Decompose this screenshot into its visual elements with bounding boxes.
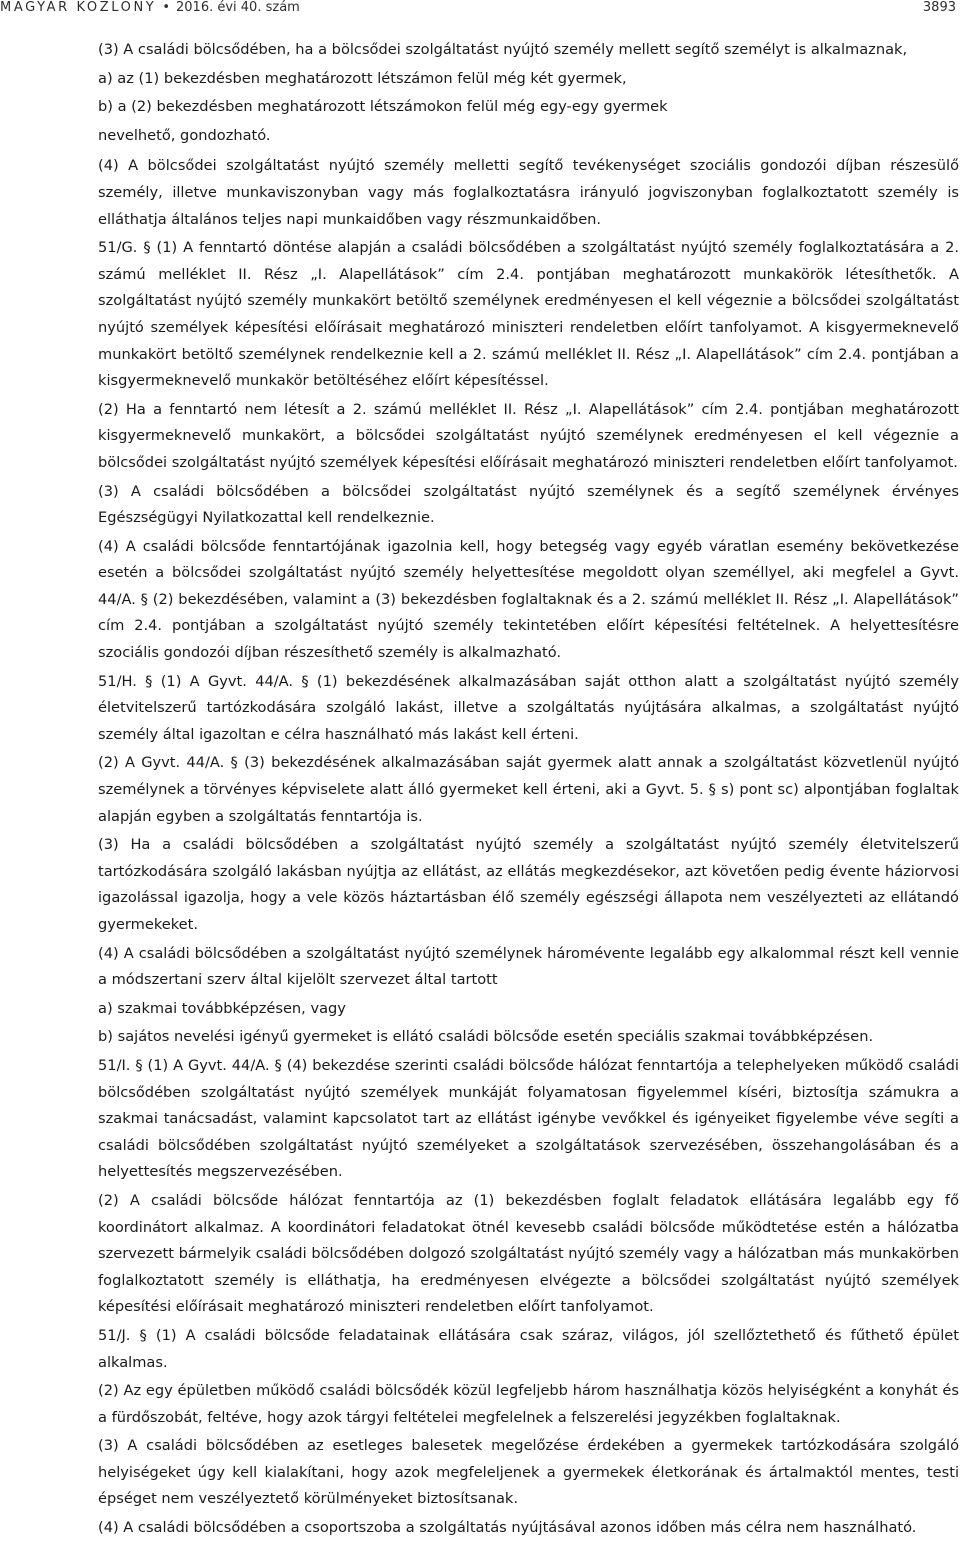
section-51h-1: 51/H. § (1) A Gyvt. 44/A. § (1) bekezdésének alkalmazásában saját otthon alatt a szolgáltatást nyújtó személy életvitelszerű tartózkodására szolgáló lakást, illetve a szolgáltatás nyújtására alkalmas, a szolgáltatást nyújtó személy által igazoltan e célra használható más lakást kell érteni. bbox=[98, 672, 959, 743]
page-number: 3893 bbox=[922, 0, 956, 15]
section-51g-3: (3) A családi bölcsődében a bölcsődei szolgáltatást nyújtó személynek és a segítő személynek érvényes Egészségügyi Nyilatkozattal kell rendelkeznie. bbox=[98, 482, 959, 527]
section-51g-1: 51/G. § (1) A fenntartó döntése alapján a családi bölcsődében a szolgáltatást nyújtó személy foglalkoztatására a 2. számú melléklet II. Rész „I. Alapellátások” cím 2.4. pontjában meghatározott munkakörök létesíthetők. A szolgáltatást nyújtó személy munkakört betöltő személynek eredményesen el kell végeznie a bölcsődei szolgáltatást nyújtó személyek képesítési előírásait meghatározó miniszteri rendeletben előírt tanfolyamot. A kisgyermeknevelő munkakört betöltő személynek rendelkeznie kell a 2. számú melléklet II. Rész „I. Alapellátások” cím 2.4. pontjában a kisgyermeknevelő munkakör betöltéséhez előírt képesítéssel. bbox=[98, 239, 959, 390]
list-item-b2: b) sajátos nevelési igényű gyermeket is ellátó családi bölcsőde esetén speciális szakmai továbbképzésen. bbox=[98, 1028, 874, 1046]
list-item-a2: a) szakmai továbbképzésen, vagy bbox=[98, 999, 346, 1017]
section-51j-3: (3) A családi bölcsődében az esetleges balesetek megelőzése érdekében a gyermekek tartózkodására szolgáló helyiségeket úgy kell kialakítani, hogy azok megfeleljenek a gyermekek életkorának és ártalmaktól mentes, testi épséget nem veszélyeztető körülményeket biztosítsanak. bbox=[98, 1437, 959, 1508]
list-item-a: a) az (1) bekezdésben meghatározott létszámon felül még két gyermek, bbox=[98, 69, 627, 87]
section-51j-2: (2) Az egy épületben működő családi bölcsődék közül legfeljebb három használhatja közös helyiségként a konyhát és a fürdőszobát, feltéve, hogy azok tárgyi feltételei megfelelnek a felszerelési jegyzékben foglaltaknak. bbox=[98, 1382, 959, 1426]
paragraph-51f-4: (4) A bölcsődei szolgáltatást nyújtó személy melletti segítő tevékenységet szociális gondozói díjban részesülő személy, illetve munkaviszonyban vagy más foglalkoztatásra irányuló jogviszonyban foglalkoztatott személy is elláthatja általános teljes napi munkaidőben vagy részmunkaidőben. bbox=[98, 157, 959, 228]
section-51i-1: 51/I. § (1) A Gyvt. 44/A. § (4) bekezdése szerinti családi bölcsőde hálózat fenntartója a telephelyeken működő családi bölcsődében szolgáltatást nyújtó személyek munkáját folyamatosan figyelemmel kíséri, biztosítja számukra a szakmai tanácsadást, valamint kapcsolatot tart az ellátást igénybe vevőkkel és igényeiket figyelembe véve segíti a családi bölcsődében szolgáltatást nyújtó személyeket a szolgáltatások szervezésében, összehangolásában és a helyettesítés megszervezésében. bbox=[98, 1056, 959, 1181]
section-51g-4: (4) A családi bölcsőde fenntartójának igazolnia kell, hogy betegség vagy egyéb váratlan esemény bekövetkezése esetén a bölcsődei szolgáltatást nyújtó személy helyettesítése megoldott olyan személlyel, aki megfelel a Gyvt. 44/A. § (2) bekezdésében, valamint a (3) bekezdésben foglaltaknak és a 2. számú melléklet II. Rész „I. Alapellátások” cím 2.4. pontjában a szolgáltatást nyújtó személy tekintetében előírt képesítési feltételnek. A helyettesítésre szociális gondozói díjban részesíthető személy is alkalmazható. bbox=[98, 537, 959, 662]
section-51h-4: (4) A családi bölcsődében a szolgáltatást nyújtó személynek háromévente legalább egy alkalommal részt kell vennie a módszertani szerv által kijelölt szervezet által tartott bbox=[98, 944, 959, 989]
section-51j-1: 51/J. § (1) A családi bölcsőde feladatainak ellátására csak száraz, világos, jól szellőztethető és fűthető épület alkalmas. bbox=[98, 1326, 959, 1371]
section-51g-2: (2) Ha a fenntartó nem létesít a 2. számú melléklet II. Rész „I. Alapellátások” cím 2.4. pontjában meghatározott kisgyermeknevelő munkakört, a bölcsődei szolgáltatást nyújtó személynek eredményesen el kell végeznie a bölcsődei szolgáltatást nyújtó személyek képesítési előírásait meghatározó miniszteri rendeletben előírt tanfolyamot. bbox=[98, 400, 959, 471]
document-body bbox=[98, 37, 959, 1544]
running-header bbox=[0, 0, 960, 22]
journal-title: MAGYAR KÖZLÖNY bbox=[0, 0, 157, 15]
list-item-b: b) a (2) bekezdésben meghatározott létszámokon felül még egy-egy gyermek bbox=[98, 98, 668, 116]
header-separator: • bbox=[162, 0, 170, 15]
section-51h-2: (2) A Gyvt. 44/A. § (3) bekezdésének alkalmazásában saját gyermek alatt annak a szolgáltatást közvetlenül nyújtó személynek a törvényes képviselete alatt álló gyermeket kell érteni, aki a Gyvt. 5. § s) pont sc) alpontjában foglaltak alapján egyben a szolgáltatás fenntartója is. bbox=[98, 754, 959, 825]
paragraph-51f-3: (3) A családi bölcsődében, ha a bölcsődei szolgáltatást nyújtó személy mellett segítő személyt is alkalmaznak, bbox=[98, 41, 908, 58]
list-closing: nevelhető, gondozható. bbox=[98, 126, 271, 144]
section-51h-3: (3) Ha a családi bölcsődében a szolgáltatást nyújtó személy a szolgáltatást nyújtó személy életvitelszerű tartózkodására szolgáló lakásban nyújtja az ellátást, az ellátás megkezdésekor, azt követően pedig évente háziorvosi igazolással igazolja, hogy a vele közös háztartásban élő személy egészségi állapota nem veszélyezteti az ellátandó gyermekeket. bbox=[98, 836, 959, 933]
section-51i-2: (2) A családi bölcsőde hálózat fenntartója az (1) bekezdésben foglalt feladatok ellátására legalább egy fő koordinátort alkalmaz. A koordinátori feladatokat ötnél kevesebb családi bölcsőde működtetése estén a hálózatba szervezett bármelyik családi bölcsődében dolgozó szolgáltatást nyújtó személy vagy a hálózatban más munkakörben foglalkoztatott személy is elláthatja, ha eredményesen elvégezte a bölcsődei szolgáltatást nyújtó személyek képesítési előírásait meghatározó miniszteri rendeletben előírt tanfolyamot. bbox=[98, 1191, 959, 1316]
journal-header bbox=[0, 0, 300, 16]
issue-label: 2016. évi 40. szám bbox=[176, 0, 300, 15]
section-51j-4: (4) A családi bölcsődében a csoportszoba a szolgáltatás nyújtásával azonos időben más célra nem használható. bbox=[98, 1519, 917, 1537]
